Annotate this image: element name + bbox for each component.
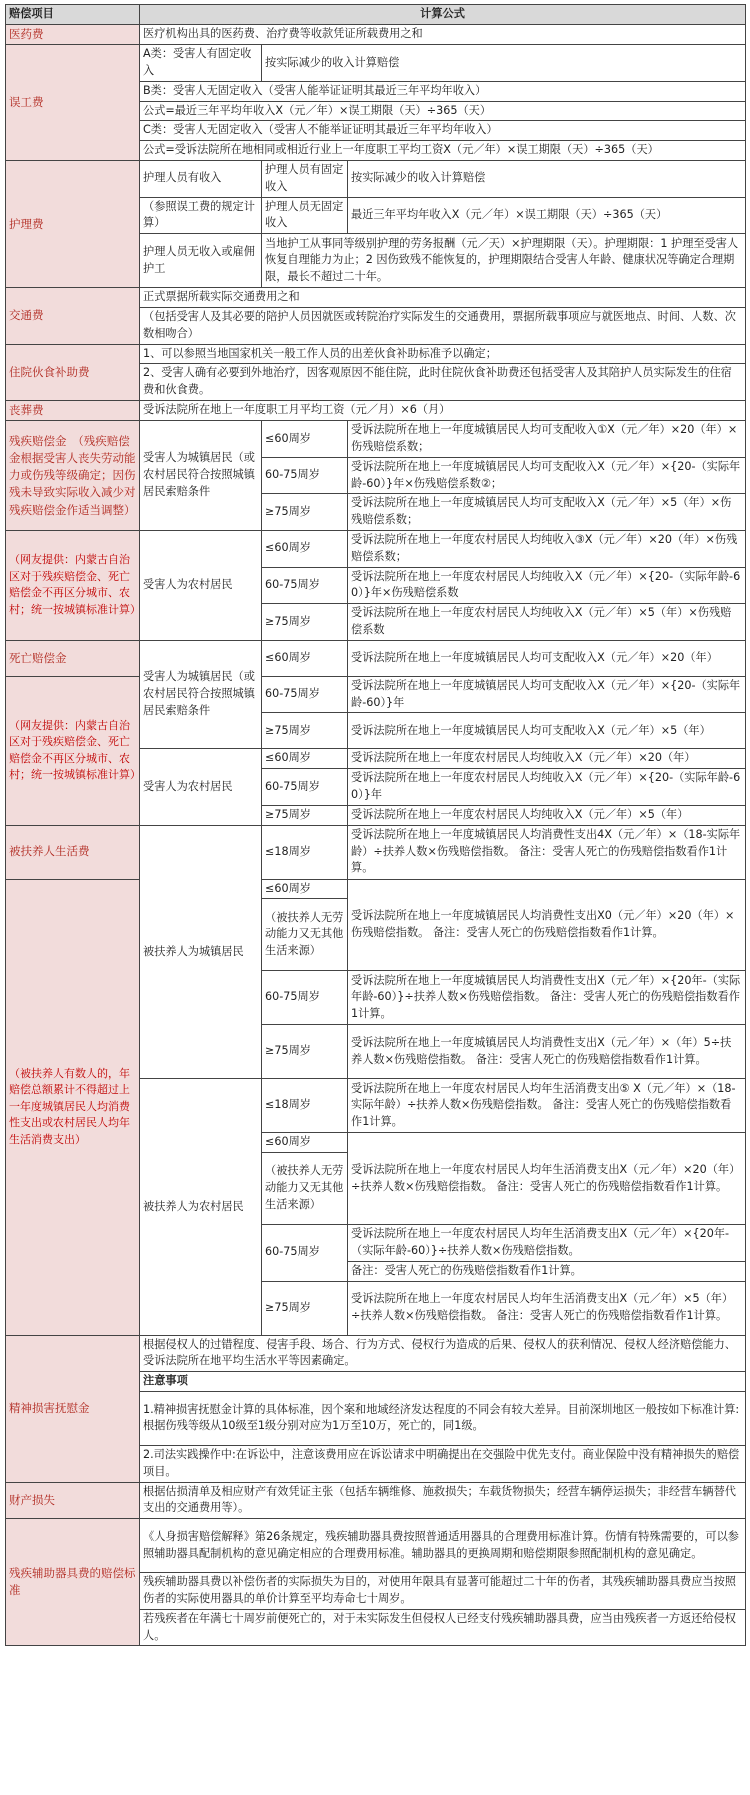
death-u-age3: ≥75周岁	[262, 713, 348, 749]
disability-urban: 受害人为城镇居民（或农村居民符合按照城镇居民索赔条件	[140, 421, 262, 531]
assist-item: 残疾辅助器具费的赔偿标准	[6, 1519, 140, 1646]
dependent-r3-note: 备注：受害人死亡的伤残赔偿指数看作1计算。	[348, 1261, 746, 1281]
funeral-item: 丧葬费	[6, 401, 140, 421]
death-r2: 受诉法院所在地上一年度农村居民人均纯收入X（元／年）×{20-（实际年龄-60）}年	[348, 769, 746, 806]
death-r-age3: ≥75周岁	[262, 805, 348, 825]
dependent-u-age60: ≤60周岁	[262, 879, 348, 899]
mental-line2: 1.精神损害抚慰金计算的具体标准，因个案和地域经济发达程度的不同会有较大差异。目前深圳地区一般按如下标准计算:根据伤残等级从10级至1级分别对应为1万至10万，死亡的，同1级。	[140, 1391, 746, 1445]
mental-line3: 2.司法实践操作中:在诉讼中，注意该费用应在诉讼请求中明确提出在交强险中优先支付。商业保险中没有精神损失的赔偿项目。	[140, 1445, 746, 1482]
dependent-r3: 受诉法院所在地上一年度农村居民人均年生活消费支出X（元／年）×{20年-（实际年龄-60）}÷扶养人数×伤残赔偿指数。	[348, 1225, 746, 1262]
death-u-age1: ≤60周岁	[262, 640, 348, 676]
lost-wages-item: 误工费	[6, 45, 140, 161]
lost-wages-a-label: A类：受害人有固定收入	[140, 45, 262, 82]
disability-r-age3: ≥75周岁	[262, 604, 348, 641]
disability-u3: 受诉法院所在地上一年度城镇居民人均可支配收入X（元／年）×5（年）×伤残赔偿系数；	[348, 494, 746, 531]
header-item: 赔偿项目	[6, 5, 140, 25]
meal-line2: 2、受害人确有必要到外地治疗，因客观原因不能住院，此时住院伙食补助费还包括受害人及其陪护人员实际发生的住宿费和伙食费。	[140, 364, 746, 401]
dependent-u1: 受诉法院所在地上一年度城镇居民人均消费性支出4X（元／年）×（18-实际年龄）÷扶养人数×伤残赔偿指数。 备注：受害人死亡的伤残赔偿指数看作1计算。	[348, 825, 746, 879]
dependent-u-age75: ≥75周岁	[262, 1025, 348, 1079]
lost-wages-b-label: B类：受害人无固定收入（受害人能举证证明其最近三年平均年收入）	[140, 81, 746, 101]
disability-r-age2: 60-75周岁	[262, 567, 348, 604]
compensation-table	[5, 4, 746, 1646]
nursing-r3c2: 当地护工从事同等级别护理的劳务报酬（元／天）×护理期限（天）。护理期限：1 护理至受害人恢复自理能力为止；2 因伤致残不能恢复的，护理期限结合受害人年龄、健康状况等确定合理期限，最长不超过二十年。	[262, 234, 746, 288]
lost-wages-a-formula: 按实际减少的收入计算赔偿	[262, 45, 746, 82]
dependent-u-age18: ≤18周岁	[262, 825, 348, 879]
disability-note: （网友提供：内蒙古自治区对于残疾赔偿金、死亡赔偿金不再区分城市、农村；统一按城镇标准计算）	[6, 531, 140, 641]
death-urban: 受害人为城镇居民（或农村居民符合按照城镇居民索赔条件	[140, 640, 262, 749]
dependent-urban: 被扶养人为城镇居民	[140, 825, 262, 1079]
mental-item: 精神损害抚慰金	[6, 1335, 140, 1482]
dependent-item: 被扶养人生活费	[6, 825, 140, 879]
death-u1: 受诉法院所在地上一年度城镇居民人均可支配收入X（元／年）×20（年）	[348, 640, 746, 676]
mental-line1: 根据侵权人的过错程度、侵害手段、场合、行为方式、侵权行为造成的后果、侵权人的获利情况、侵权人经济赔偿能力、受诉法院所在地平均生活水平等因素确定。	[140, 1335, 746, 1372]
traffic-line1: 正式票据所载实际交通费用之和	[140, 288, 746, 308]
nursing-r3c1: 护理人员无收入或雇佣护工	[140, 234, 262, 288]
dependent-r-age60: ≤60周岁	[262, 1133, 348, 1153]
dependent-r2: 受诉法院所在地上一年度农村居民人均年生活消费支出X（元／年）×20（年）÷扶养人数×伤残赔偿指数。 备注：受害人死亡的伤残赔偿指数看作1计算。	[348, 1133, 746, 1225]
dependent-r-age75: ≥75周岁	[262, 1281, 348, 1335]
death-r-age2: 60-75周岁	[262, 769, 348, 806]
medical-formula: 医疗机构出具的医药费、治疗费等收款凭证所载费用之和	[140, 25, 746, 45]
dependent-u3: 受诉法院所在地上一年度城镇居民人均消费性支出X（元／年）×{20年-（实际年龄-60）}÷扶养人数×伤残赔偿指数。 备注：受害人死亡的伤残赔偿指数看作1计算。	[348, 971, 746, 1025]
nursing-r1c3: 按实际减少的收入计算赔偿	[348, 161, 746, 198]
death-r1: 受诉法院所在地上一年度农村居民人均纯收入X（元／年）×20（年）	[348, 749, 746, 769]
disability-item: 残疾赔偿金 （残疾赔偿金根据受害人丧失劳动能力或伤残等级确定；因伤残未导致实际收入减少对残疾赔偿金作适当调整）	[6, 421, 140, 531]
nursing-r2c2: 护理人员无固定收入	[262, 197, 348, 234]
nursing-item: 护理费	[6, 161, 140, 288]
nursing-r2c3: 最近三年平均年收入X（元／年）×误工期限（天）÷365（天）	[348, 197, 746, 234]
death-rural: 受害人为农村居民	[140, 749, 262, 825]
dependent-u-age6075: 60-75周岁	[262, 971, 348, 1025]
property-formula: 根据估损清单及相应财产有效凭证主张（包括车辆维修、施救损失；车载货物损失；经营车辆停运损失；非经营车辆替代支出的交通费用等）。	[140, 1482, 746, 1519]
death-u-age2: 60-75周岁	[262, 676, 348, 713]
disability-u-age3: ≥75周岁	[262, 494, 348, 531]
nursing-r2c1: （参照误工费的规定计算）	[140, 197, 262, 234]
nursing-r1c2: 护理人员有固定收入	[262, 161, 348, 198]
disability-r-age1: ≤60周岁	[262, 531, 348, 568]
medical-item: 医药费	[6, 25, 140, 45]
header-formula: 计算公式	[140, 5, 746, 25]
assist-line3: 若残疾者在年满七十周岁前便死亡的，对于未实际发生但侵权人已经支付残疾辅助器具费，应当由残疾者一方返还给侵权人。	[140, 1609, 746, 1646]
death-note: （网友提供：内蒙古自治区对于残疾赔偿金、死亡赔偿金不再区分城市、农村；统一按城镇标准计算）	[6, 676, 140, 825]
disability-r3: 受诉法院所在地上一年度农村居民人均纯收入X（元／年）×5（年）×伤残赔偿系数	[348, 604, 746, 641]
assist-line2: 残疾辅助器具费以补偿伤者的实际损失为目的，对使用年限具有显著可能超过二十年的伤者，其残疾辅助器具费应当按照伤者的实际使用器具的单价计算至平均寿命七十周岁。	[140, 1573, 746, 1610]
property-item: 财产损失	[6, 1482, 140, 1519]
disability-u1: 受诉法院所在地上一年度城镇居民人均可支配收入①X（元／年）×20（年）×伤残赔偿系数；	[348, 421, 746, 458]
dependent-u4: 受诉法院所在地上一年度城镇居民人均消费性支出X（元／年）×（年）5÷扶养人数×伤残赔偿指数。 备注：受害人死亡的伤残赔偿指数看作1计算。	[348, 1025, 746, 1079]
dependent-r4: 受诉法院所在地上一年度农村居民人均年生活消费支出X（元／年）×5（年）÷扶养人数×伤残赔偿指数。 备注：受害人死亡的伤残赔偿指数看作1计算。	[348, 1281, 746, 1335]
disability-u-age1: ≤60周岁	[262, 421, 348, 458]
dependent-r-age18: ≤18周岁	[262, 1079, 348, 1133]
nursing-r1c1: 护理人员有收入	[140, 161, 262, 198]
disability-u2: 受诉法院所在地上一年度城镇居民人均可支配收入X（元／年）×{20-（实际年龄-60）}年×伤残赔偿系数②；	[348, 457, 746, 494]
death-r3: 受诉法院所在地上一年度农村居民人均纯收入X（元／年）×5（年）	[348, 805, 746, 825]
dependent-r1: 受诉法院所在地上一年度农村居民人均年生活消费支出⑤ X（元／年）×（18-实际年龄）÷扶养人数×伤残赔偿指数。 备注：受害人死亡的伤残赔偿指数看作1计算。	[348, 1079, 746, 1133]
lost-wages-c-label: C类：受害人无固定收入（受害人不能举证证明其最近三年平均年收入）	[140, 121, 746, 141]
lost-wages-b-formula: 公式=最近三年平均年收入X（元／年）×误工期限（天）÷365（天）	[140, 101, 746, 121]
disability-r1: 受诉法院所在地上一年度农村居民人均纯收入③X（元／年）×20（年）×伤残赔偿系数；	[348, 531, 746, 568]
disability-r2: 受诉法院所在地上一年度农村居民人均纯收入X（元／年）×{20-（实际年龄-60）}年×伤残赔偿系数	[348, 567, 746, 604]
lost-wages-c-formula: 公式=受诉法院所在地相同或相近行业上一年度职工平均工资X（元／年）×误工期限（天）÷365（天）	[140, 141, 746, 161]
dependent-r-age6075: 60-75周岁	[262, 1225, 348, 1281]
mental-title: 注意事项	[140, 1372, 746, 1392]
disability-rural: 受害人为农村居民	[140, 531, 262, 641]
dependent-u-noability: （被扶养人无劳动能力又无其他生活来源）	[262, 899, 348, 971]
header-row	[6, 5, 746, 25]
dependent-r-noability: （被扶养人无劳动能力又无其他生活来源）	[262, 1153, 348, 1225]
assist-line1: 《人身损害赔偿解释》第26条规定，残疾辅助器具费按照普通适用器具的合理费用标准计算。伤情有特殊需要的，可以参照辅助器具配制机构的意见确定相应的合理费用标准。辅助器具的更换周期和赔偿期限参照配制机构的意见确定。	[140, 1519, 746, 1573]
meal-item: 住院伙食补助费	[6, 344, 140, 400]
traffic-item: 交通费	[6, 288, 140, 344]
dependent-rural: 被扶养人为农村居民	[140, 1079, 262, 1335]
meal-line1: 1、可以参照当地国家机关一般工作人员的出差伙食补助标准予以确定；	[140, 344, 746, 364]
death-item: 死亡赔偿金	[6, 640, 140, 676]
death-u2: 受诉法院所在地上一年度城镇居民人均可支配收入X（元／年）×{20-（实际年龄-60）}年	[348, 676, 746, 713]
traffic-line2: （包括受害人及其必要的陪护人员因就医或转院治疗实际发生的交通费用，票据所载事项应与就医地点、时间、人数、次数相吻合）	[140, 308, 746, 345]
dependent-note: （被扶养人有数人的，年赔偿总额累计不得超过上一年度城镇居民人均消费性支出或农村居民人均年生活消费支出）	[6, 879, 140, 1335]
death-u3: 受诉法院所在地上一年度城镇居民人均可支配收入X（元／年）×5（年）	[348, 713, 746, 749]
disability-u-age2: 60-75周岁	[262, 457, 348, 494]
dependent-u2: 受诉法院所在地上一年度城镇居民人均消费性支出X0（元／年）×20（年）×伤残赔偿指数。 备注：受害人死亡的伤残赔偿指数看作1计算。	[348, 879, 746, 971]
funeral-formula: 受诉法院所在地上一年度职工月平均工资（元／月）×6（月）	[140, 401, 746, 421]
death-r-age1: ≤60周岁	[262, 749, 348, 769]
